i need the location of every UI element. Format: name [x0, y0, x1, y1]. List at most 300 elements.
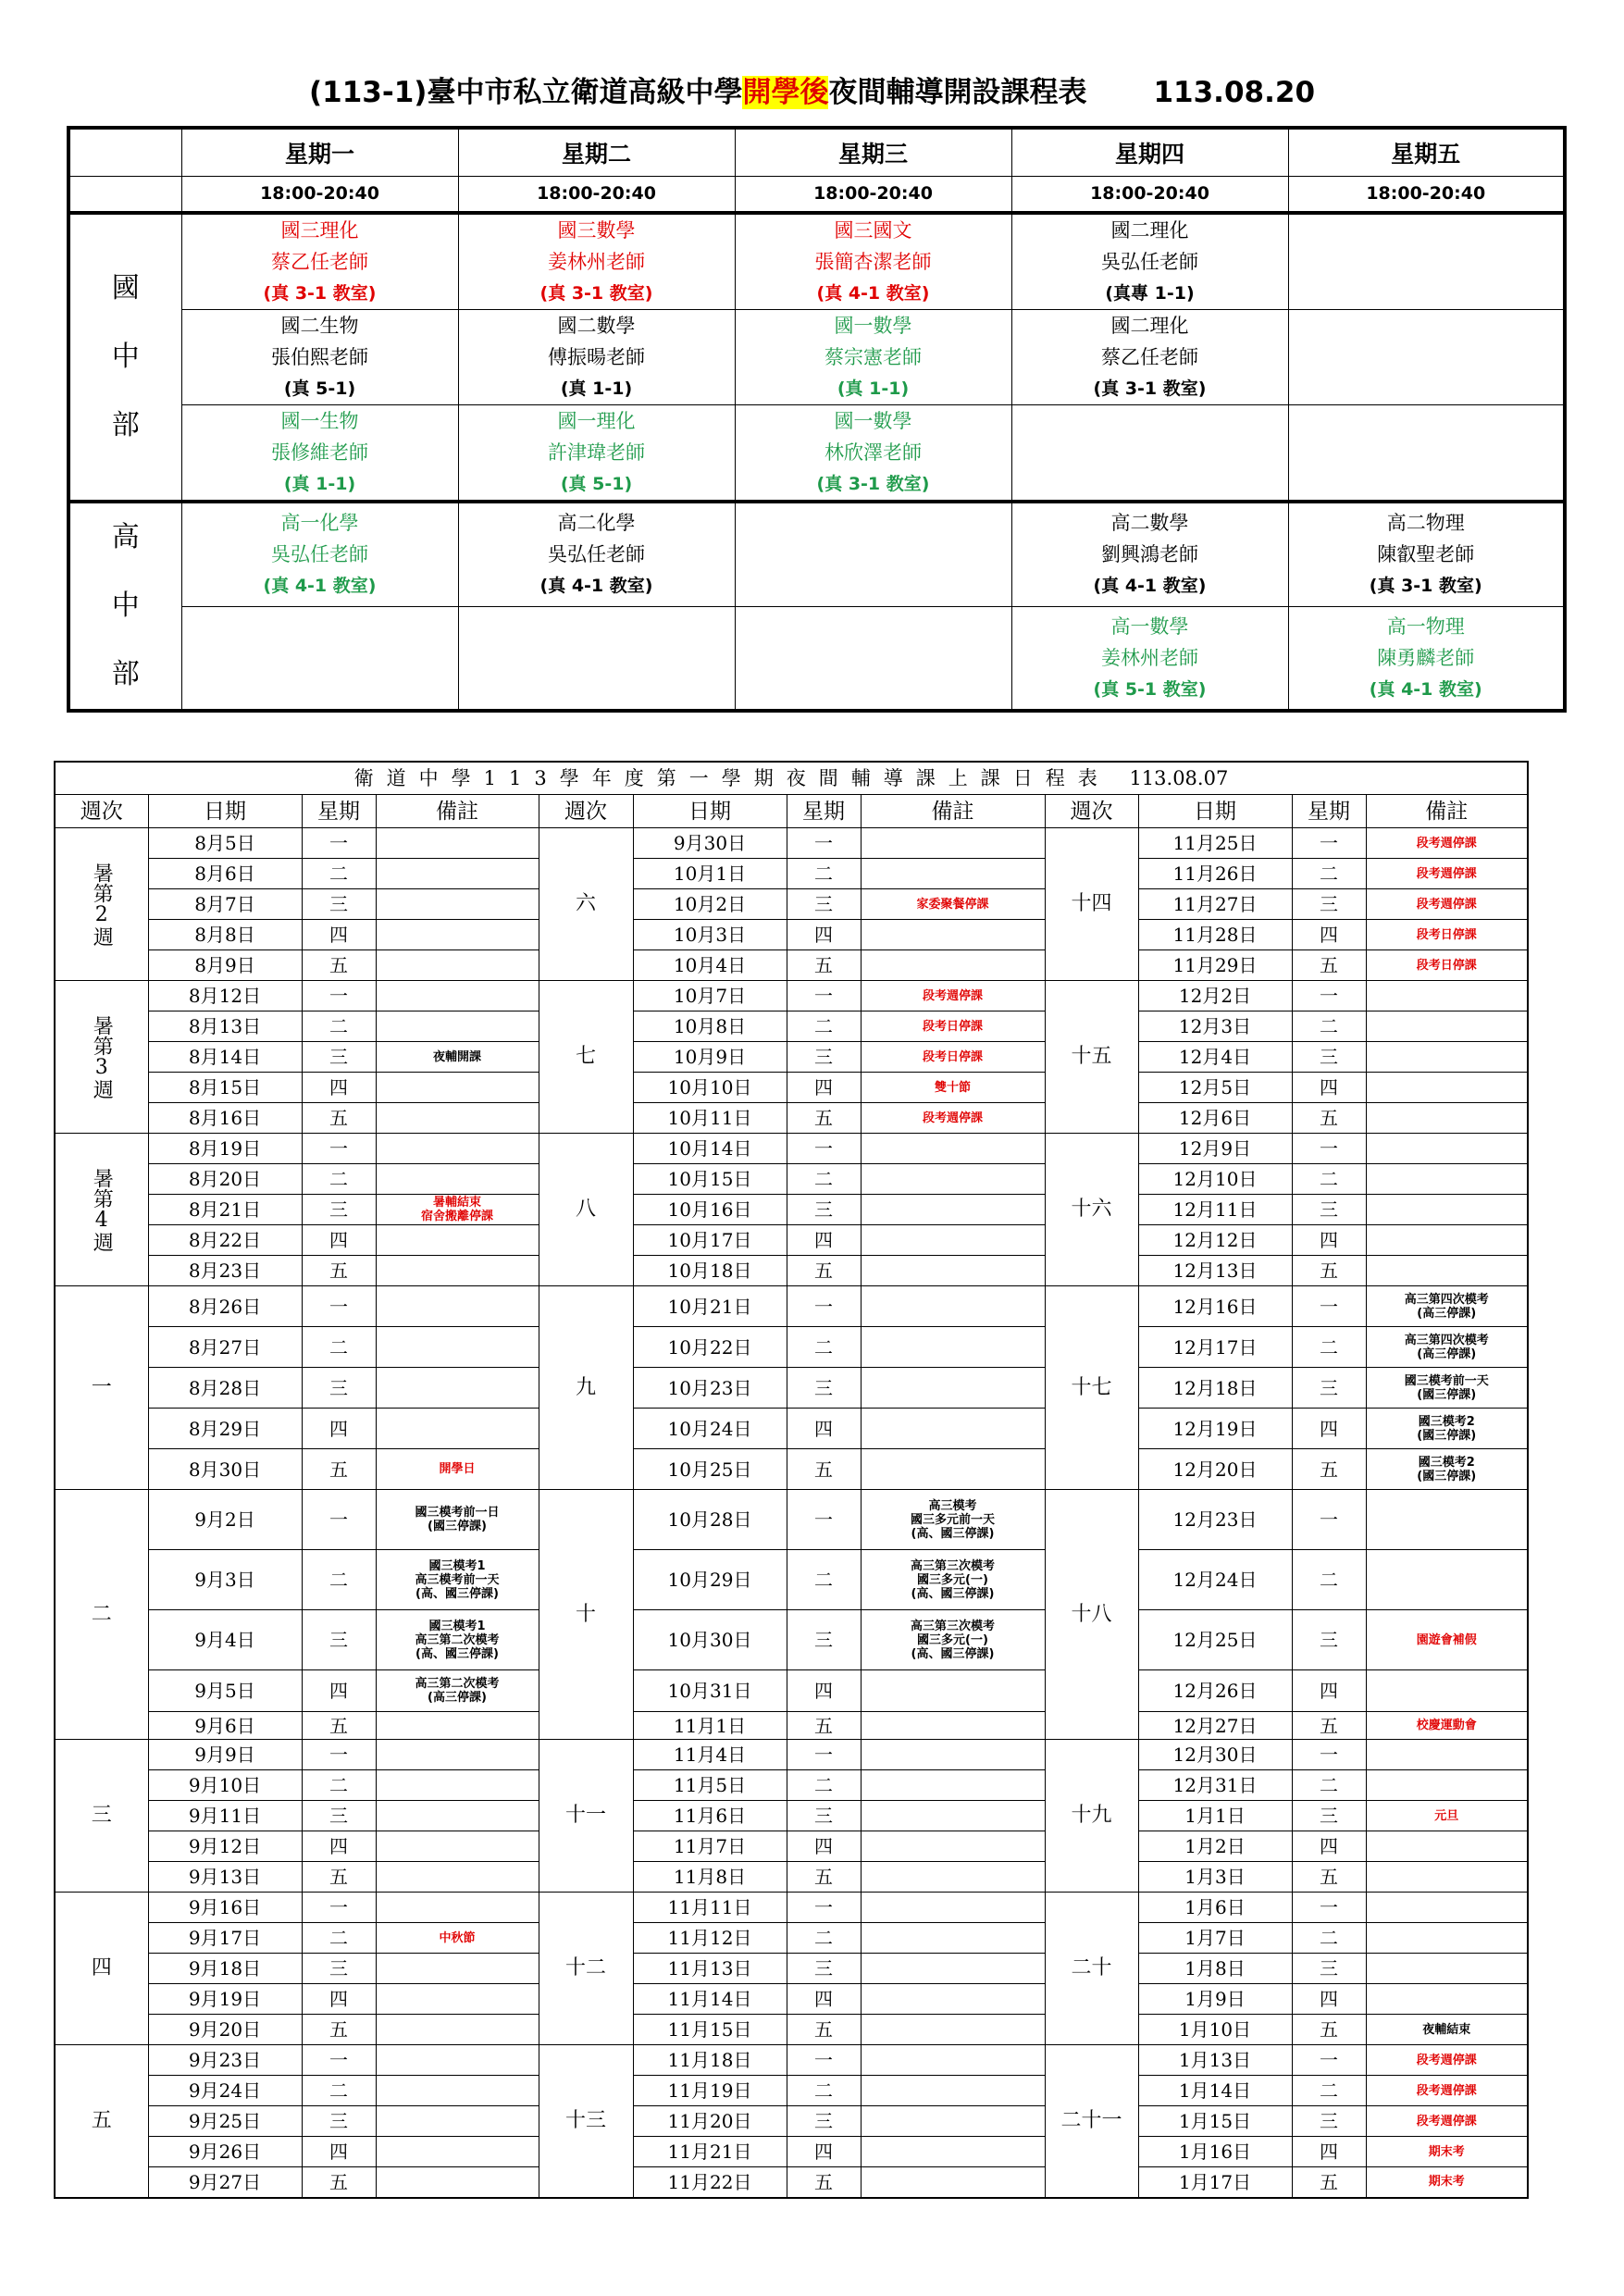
- weekday-cell: 一: [1292, 1490, 1366, 1550]
- week-number: [539, 1134, 633, 1286]
- weekday-cell: 二: [302, 1770, 376, 1801]
- weekday-cell: 一: [302, 1740, 376, 1770]
- column-header: 週次: [1045, 795, 1138, 828]
- course-cell: [181, 502, 458, 606]
- page-title: [0, 67, 1624, 118]
- course-room: (真專 1-1): [1105, 283, 1195, 304]
- note-cell: [376, 2076, 539, 2106]
- date-cell: 9月12日: [148, 1831, 302, 1862]
- title-prefix: (113-1)臺中市私立衛道高級中學: [308, 76, 743, 109]
- date-cell: 12月5日: [1138, 1073, 1292, 1103]
- course-subject: 國三理化: [280, 219, 359, 242]
- note-cell: 高三第四次模考 (高三停課): [1366, 1286, 1528, 1327]
- weekday-cell: 一: [1292, 2045, 1366, 2076]
- course-subject: 高一化學: [280, 512, 359, 535]
- date-cell: 11月29日: [1138, 950, 1292, 981]
- date-cell: 12月19日: [1138, 1409, 1292, 1449]
- weekday-cell: 一: [787, 828, 861, 859]
- date-cell: 9月26日: [148, 2137, 302, 2167]
- weekday-cell: 四: [1292, 1225, 1366, 1256]
- note-cell: [861, 2015, 1045, 2045]
- weekday-cell: 四: [1292, 2137, 1366, 2167]
- note-cell: 段考日停課: [861, 1042, 1045, 1073]
- date-cell: 1月9日: [1138, 1984, 1292, 2015]
- weekday-cell: 三: [1292, 1042, 1366, 1073]
- weekday-cell: 五: [787, 1256, 861, 1286]
- note-cell: [376, 1984, 539, 2015]
- weekday-cell: 五: [302, 2167, 376, 2198]
- note-cell: 國三模考2 (國三停課): [1366, 1409, 1528, 1449]
- note-cell: [376, 1740, 539, 1770]
- note-cell: [1366, 981, 1528, 1011]
- date-cell: 10月14日: [633, 1134, 787, 1164]
- note-cell: 段考週停課: [1366, 889, 1528, 920]
- weekday-cell: 一: [1292, 1134, 1366, 1164]
- date-cell: 11月13日: [633, 1954, 787, 1984]
- note-cell: [861, 1954, 1045, 1984]
- course-room: (真 1-1): [560, 379, 633, 399]
- date-cell: 12月4日: [1138, 1042, 1292, 1073]
- note-cell: 校慶運動會: [1366, 1712, 1528, 1740]
- weekday-cell: 二: [787, 1923, 861, 1954]
- weekday-cell: 五: [302, 1862, 376, 1893]
- weekday-cell: 四: [787, 1409, 861, 1449]
- note-cell: [376, 1893, 539, 1923]
- date-cell: 9月16日: [148, 1893, 302, 1923]
- weekday-cell: 五: [787, 1712, 861, 1740]
- note-cell: [1366, 1893, 1528, 1923]
- column-header: 備註: [376, 795, 539, 828]
- section-label-char: 部: [111, 409, 140, 441]
- date-cell: 8月13日: [148, 1011, 302, 1042]
- note-cell: [376, 859, 539, 889]
- note-cell: [861, 1712, 1045, 1740]
- note-cell: [1366, 1984, 1528, 2015]
- day-header: 星期四: [1011, 128, 1288, 176]
- note-cell: 高三第三次模考 國三多元(一) (高、國三停課): [861, 1610, 1045, 1670]
- weekday-cell: 五: [302, 1712, 376, 1740]
- weekday-cell: 二: [1292, 859, 1366, 889]
- date-cell: 9月25日: [148, 2106, 302, 2137]
- note-cell: 夜輔結束: [1366, 2015, 1528, 2045]
- week-number: [55, 1893, 148, 2045]
- weekday-cell: 五: [787, 2167, 861, 2198]
- date-cell: 10月9日: [633, 1042, 787, 1073]
- week-label: 十九: [1071, 1804, 1112, 1827]
- date-cell: 12月24日: [1138, 1550, 1292, 1610]
- weekday-cell: 三: [302, 1801, 376, 1831]
- week-label: 二十一: [1060, 2108, 1122, 2132]
- week-label: 十一: [564, 1804, 606, 1827]
- date-cell: 10月31日: [633, 1670, 787, 1712]
- date-cell: 10月10日: [633, 1073, 787, 1103]
- course-cell: [1288, 213, 1565, 310]
- course-subject: 高二化學: [557, 512, 636, 535]
- note-cell: [376, 1368, 539, 1409]
- course-room: (真 5-1): [283, 379, 356, 399]
- course-cell: [1288, 606, 1565, 711]
- weekday-cell: 五: [302, 950, 376, 981]
- date-cell: 10月16日: [633, 1195, 787, 1225]
- weekday-cell: 二: [787, 1327, 861, 1368]
- note-cell: [1366, 1164, 1528, 1195]
- weekday-cell: 一: [787, 981, 861, 1011]
- note-cell: [861, 1923, 1045, 1954]
- date-cell: 12月2日: [1138, 981, 1292, 1011]
- date-cell: 11月14日: [633, 1984, 787, 2015]
- weekday-cell: 三: [302, 1368, 376, 1409]
- weekday-cell: 五: [787, 1449, 861, 1490]
- note-cell: [376, 1862, 539, 1893]
- date-cell: 8月21日: [148, 1195, 302, 1225]
- weekday-cell: 二: [302, 1164, 376, 1195]
- course-cell: [1011, 405, 1288, 503]
- note-cell: [376, 1256, 539, 1286]
- date-cell: 10月22日: [633, 1327, 787, 1368]
- note-cell: [861, 1801, 1045, 1831]
- course-teacher: 張伯熙老師: [271, 346, 368, 368]
- note-cell: 段考週停課: [1366, 859, 1528, 889]
- date-cell: 11月18日: [633, 2045, 787, 2076]
- date-cell: 1月14日: [1138, 2076, 1292, 2106]
- date-cell: 9月3日: [148, 1550, 302, 1610]
- date-cell: 8月15日: [148, 1073, 302, 1103]
- note-cell: [376, 1286, 539, 1327]
- note-cell: [376, 981, 539, 1011]
- date-cell: 8月26日: [148, 1286, 302, 1327]
- week-number: [55, 1134, 148, 1286]
- weekday-cell: 四: [1292, 1831, 1366, 1862]
- section-label-char: 高: [111, 521, 140, 553]
- date-cell: 9月17日: [148, 1923, 302, 1954]
- note-cell: [1366, 1134, 1528, 1164]
- week-label: 八: [575, 1198, 596, 1221]
- course-teacher: 張修維老師: [271, 441, 368, 464]
- week-label: 暑第2週: [90, 862, 114, 947]
- date-cell: 12月13日: [1138, 1256, 1292, 1286]
- weekday-cell: 四: [302, 1409, 376, 1449]
- course-room: (真 4-1 教室): [816, 283, 930, 304]
- weekday-cell: 三: [787, 1801, 861, 1831]
- column-header: 備註: [861, 795, 1045, 828]
- date-cell: 11月11日: [633, 1893, 787, 1923]
- course-cell: [1288, 405, 1565, 503]
- date-cell: 11月22日: [633, 2167, 787, 2198]
- note-cell: [1366, 1103, 1528, 1134]
- weekday-cell: 四: [787, 1073, 861, 1103]
- date-cell: 11月28日: [1138, 920, 1292, 950]
- note-cell: 段考日停課: [861, 1011, 1045, 1042]
- course-room: (真 4-1 教室): [1093, 576, 1207, 597]
- weekday-cell: 四: [787, 1670, 861, 1712]
- note-cell: [861, 2106, 1045, 2137]
- time-header: 18:00-20:40: [181, 176, 458, 213]
- note-cell: [376, 2137, 539, 2167]
- date-cell: 1月10日: [1138, 2015, 1292, 2045]
- caption-text: 衛道中學113學年度第一學期夜間輔導課上課日程表: [353, 767, 1110, 789]
- weekday-cell: 五: [1292, 1712, 1366, 1740]
- week-label: 十二: [564, 1956, 606, 1980]
- course-cell: [458, 405, 735, 503]
- weekday-cell: 三: [1292, 1610, 1366, 1670]
- note-cell: 段考週停課: [1366, 2045, 1528, 2076]
- weekday-cell: 三: [1292, 889, 1366, 920]
- weekday-cell: 三: [302, 1195, 376, 1225]
- date-cell: 12月18日: [1138, 1368, 1292, 1409]
- weekday-cell: 一: [1292, 1740, 1366, 1770]
- date-cell: 12月30日: [1138, 1740, 1292, 1770]
- week-label: 暑第3週: [90, 1014, 114, 1099]
- weekday-cell: 五: [302, 1103, 376, 1134]
- weekday-cell: 二: [1292, 1011, 1366, 1042]
- section-label-char: 中: [111, 590, 140, 622]
- corner-cell: [68, 176, 181, 213]
- course-room: (真 4-1 教室): [1369, 678, 1482, 700]
- course-teacher: 林欣澤老師: [824, 441, 922, 464]
- weekday-cell: 五: [1292, 1862, 1366, 1893]
- section-label-char: 部: [111, 658, 140, 690]
- note-cell: 高三模考 國三多元前一天 (高、國三停課): [861, 1490, 1045, 1550]
- note-cell: [376, 2106, 539, 2137]
- weekday-cell: 一: [302, 828, 376, 859]
- weekday-cell: 四: [302, 920, 376, 950]
- course-teacher: 吳弘任老師: [1101, 251, 1198, 273]
- week-number: [55, 981, 148, 1134]
- course-teacher: 吳弘任老師: [548, 543, 645, 566]
- date-cell: 10月24日: [633, 1409, 787, 1449]
- note-cell: 段考週停課: [1366, 2076, 1528, 2106]
- note-cell: 段考週停課: [1366, 828, 1528, 859]
- course-teacher: 陳叡聖老師: [1377, 543, 1475, 566]
- week-number: [539, 981, 633, 1134]
- weekday-cell: 二: [1292, 1550, 1366, 1610]
- date-cell: 10月7日: [633, 981, 787, 1011]
- date-cell: 8月29日: [148, 1409, 302, 1449]
- note-cell: [1366, 1195, 1528, 1225]
- note-cell: [1366, 1490, 1528, 1550]
- date-cell: 8月19日: [148, 1134, 302, 1164]
- weekday-cell: 五: [1292, 2167, 1366, 2198]
- note-cell: 國三模考前一日 (國三停課): [376, 1490, 539, 1550]
- note-cell: 雙十節: [861, 1073, 1045, 1103]
- weekday-cell: 一: [1292, 1893, 1366, 1923]
- column-header: 備註: [1366, 795, 1528, 828]
- course-subject: 國三國文: [834, 219, 912, 242]
- note-cell: [1366, 1042, 1528, 1073]
- course-teacher: 姜林州老師: [548, 251, 645, 273]
- note-cell: [861, 828, 1045, 859]
- weekday-cell: 四: [787, 920, 861, 950]
- time-header: 18:00-20:40: [1288, 176, 1565, 213]
- column-header: 週次: [55, 795, 148, 828]
- section-label-char: 國: [111, 272, 140, 304]
- date-cell: 10月18日: [633, 1256, 787, 1286]
- date-cell: 8月23日: [148, 1256, 302, 1286]
- weekday-cell: 四: [787, 1984, 861, 2015]
- course-cell: [1011, 310, 1288, 405]
- course-subject: 國一數學: [834, 410, 912, 432]
- date-cell: 9月6日: [148, 1712, 302, 1740]
- note-cell: [861, 2167, 1045, 2198]
- note-cell: [861, 1984, 1045, 2015]
- weekday-cell: 一: [1292, 828, 1366, 859]
- weekday-cell: 五: [302, 2015, 376, 2045]
- note-cell: 夜輔開課: [376, 1042, 539, 1073]
- note-cell: 高三第二次模考 (高三停課): [376, 1670, 539, 1712]
- weekday-cell: 三: [302, 889, 376, 920]
- date-cell: 10月2日: [633, 889, 787, 920]
- date-cell: 8月5日: [148, 828, 302, 859]
- course-teacher: 張簡杏潔老師: [814, 251, 932, 273]
- course-cell: [1288, 502, 1565, 606]
- week-number: [539, 1893, 633, 2045]
- time-header: 18:00-20:40: [735, 176, 1011, 213]
- week-number: [539, 1740, 633, 1893]
- date-cell: 12月3日: [1138, 1011, 1292, 1042]
- note-cell: [861, 1831, 1045, 1862]
- note-cell: 國三模考1 高三模考前一天 (高、國三停課): [376, 1550, 539, 1610]
- weekday-cell: 二: [1292, 2076, 1366, 2106]
- date-cell: 11月1日: [633, 1712, 787, 1740]
- date-cell: 9月23日: [148, 2045, 302, 2076]
- course-subject: 國一理化: [557, 410, 636, 432]
- note-cell: 段考週停課: [861, 1103, 1045, 1134]
- note-cell: [376, 1134, 539, 1164]
- date-cell: 8月30日: [148, 1449, 302, 1490]
- note-cell: [861, 2076, 1045, 2106]
- date-cell: 10月25日: [633, 1449, 787, 1490]
- date-cell: 9月20日: [148, 2015, 302, 2045]
- note-cell: [1366, 1256, 1528, 1286]
- note-cell: 段考週停課: [1366, 2106, 1528, 2137]
- weekday-cell: 二: [302, 2076, 376, 2106]
- week-number: [55, 828, 148, 981]
- course-cell: [458, 310, 735, 405]
- note-cell: [376, 1327, 539, 1368]
- note-cell: 段考週停課: [861, 981, 1045, 1011]
- weekday-cell: 五: [787, 1103, 861, 1134]
- course-room: (真 1-1): [837, 379, 910, 399]
- date-cell: 1月2日: [1138, 1831, 1292, 1862]
- date-cell: 10月8日: [633, 1011, 787, 1042]
- course-room: (真 4-1 教室): [263, 576, 377, 597]
- week-label: 十三: [564, 2108, 606, 2132]
- weekday-cell: 四: [787, 1831, 861, 1862]
- weekday-cell: 二: [1292, 1770, 1366, 1801]
- date-cell: 10月21日: [633, 1286, 787, 1327]
- weekday-cell: 三: [1292, 1368, 1366, 1409]
- course-teacher: 蔡乙任老師: [1101, 346, 1198, 368]
- date-cell: 8月20日: [148, 1164, 302, 1195]
- date-cell: 9月4日: [148, 1610, 302, 1670]
- day-header: 星期二: [458, 128, 735, 176]
- weekday-cell: 四: [1292, 1984, 1366, 2015]
- date-cell: 12月17日: [1138, 1327, 1292, 1368]
- date-cell: 8月6日: [148, 859, 302, 889]
- week-label: 五: [91, 2108, 112, 2132]
- course-room: (真 3-1 教室): [263, 283, 377, 304]
- note-cell: 高三第四次模考 (高三停課): [1366, 1327, 1528, 1368]
- note-cell: [1366, 1011, 1528, 1042]
- course-subject: 國二數學: [557, 315, 636, 337]
- column-header: 星期: [302, 795, 376, 828]
- weekday-cell: 一: [302, 2045, 376, 2076]
- weekday-cell: 二: [787, 859, 861, 889]
- date-cell: 8月12日: [148, 981, 302, 1011]
- note-cell: 國三模考前一天 (國三停課): [1366, 1368, 1528, 1409]
- week-number: [55, 1490, 148, 1740]
- weekday-cell: 三: [787, 1042, 861, 1073]
- date-cell: 12月12日: [1138, 1225, 1292, 1256]
- course-cell: [735, 502, 1011, 606]
- date-cell: 1月16日: [1138, 2137, 1292, 2167]
- junior-section-label: [68, 213, 181, 502]
- weekday-cell: 五: [787, 1862, 861, 1893]
- date-cell: 9月18日: [148, 1954, 302, 1984]
- course-cell: [735, 310, 1011, 405]
- note-cell: [861, 1862, 1045, 1893]
- course-room: (真 4-1 教室): [539, 576, 653, 597]
- date-cell: 10月30日: [633, 1610, 787, 1670]
- note-cell: [861, 1256, 1045, 1286]
- note-cell: [861, 1770, 1045, 1801]
- note-cell: [861, 859, 1045, 889]
- weekday-cell: 一: [302, 981, 376, 1011]
- note-cell: [861, 1740, 1045, 1770]
- weekday-cell: 四: [302, 1984, 376, 2015]
- week-label: 十四: [1071, 892, 1112, 915]
- column-header: 日期: [633, 795, 787, 828]
- calendar-table: [54, 761, 1529, 2199]
- date-cell: 8月27日: [148, 1327, 302, 1368]
- course-subject: 國二理化: [1110, 315, 1189, 337]
- title-highlight: 開學後: [742, 76, 829, 109]
- note-cell: [1366, 1670, 1528, 1712]
- course-room: (真 3-1 教室): [816, 474, 930, 494]
- note-cell: [861, 920, 1045, 950]
- date-cell: 10月3日: [633, 920, 787, 950]
- weekday-cell: 一: [787, 1490, 861, 1550]
- date-cell: 9月9日: [148, 1740, 302, 1770]
- note-cell: [376, 1954, 539, 1984]
- weekday-cell: 二: [787, 1770, 861, 1801]
- course-room: (真 3-1 教室): [539, 283, 653, 304]
- week-label: 二: [91, 1602, 112, 1626]
- weekday-cell: 二: [787, 1164, 861, 1195]
- course-subject: 高一數學: [1110, 614, 1189, 638]
- note-cell: [861, 1893, 1045, 1923]
- note-cell: 期末考: [1366, 2137, 1528, 2167]
- course-room: (真 3-1 教室): [1369, 576, 1482, 597]
- week-label: 一: [91, 1375, 112, 1399]
- date-cell: 10月28日: [633, 1490, 787, 1550]
- date-cell: 8月22日: [148, 1225, 302, 1256]
- course-cell: [1011, 502, 1288, 606]
- date-cell: 12月6日: [1138, 1103, 1292, 1134]
- course-subject: 高二物理: [1386, 512, 1465, 535]
- weekday-cell: 三: [787, 2106, 861, 2137]
- note-cell: 國三模考1 高三第二次模考 (高、國三停課): [376, 1610, 539, 1670]
- note-cell: [861, 1409, 1045, 1449]
- course-cell: [458, 502, 735, 606]
- weekday-cell: 四: [1292, 1073, 1366, 1103]
- course-room: (真 3-1 教室): [1093, 379, 1207, 399]
- weekday-cell: 四: [302, 1225, 376, 1256]
- note-cell: [376, 1831, 539, 1862]
- time-header: 18:00-20:40: [458, 176, 735, 213]
- weekday-cell: 一: [1292, 981, 1366, 1011]
- course-subject: 國二生物: [280, 315, 359, 337]
